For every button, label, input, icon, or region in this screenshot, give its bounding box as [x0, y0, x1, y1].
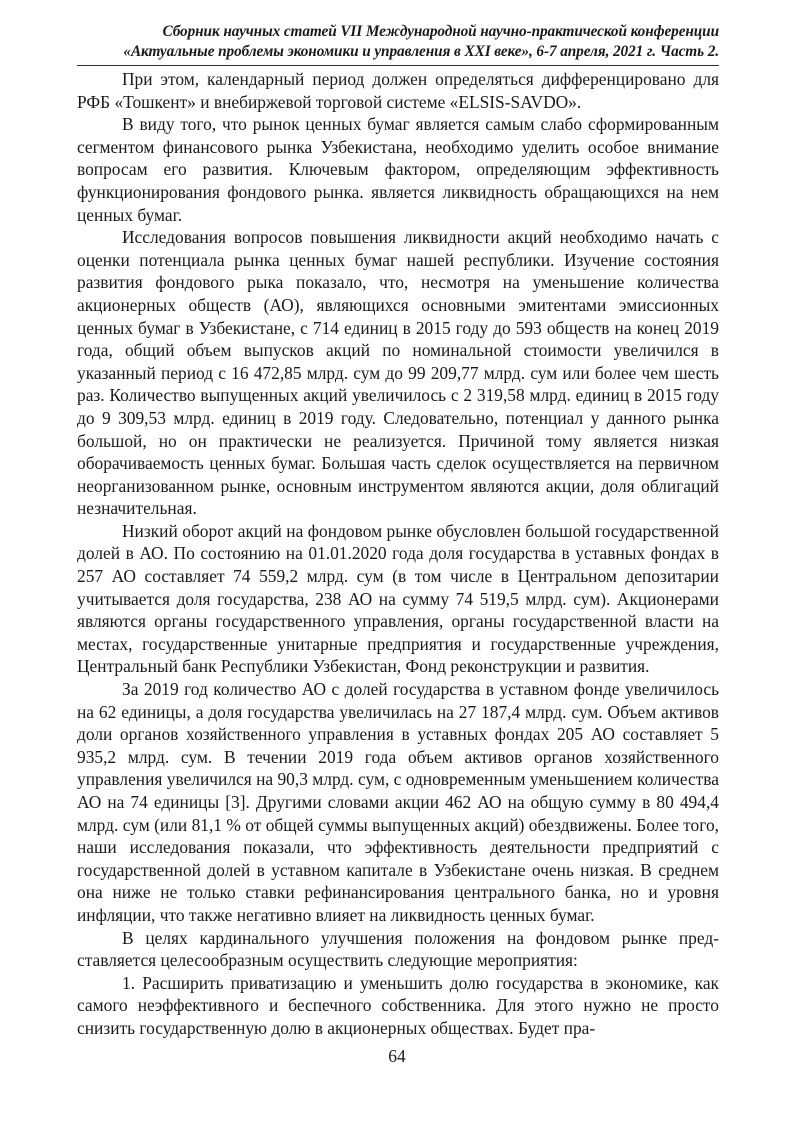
list-item-1: 1. Расширить приватизацию и уменьшить долю государства в экономике, как самого неэффективного и беспечного собственника. Для этого нужно не просто снизить государственную долю в акционерных обществах. Будет пра-: [77, 972, 719, 1038]
header-line-1: Сборник научных статей VII Международной научно-практической конференции: [162, 23, 719, 40]
running-header: [77, 22, 719, 66]
document-page: [77, 22, 719, 1040]
paragraph-1: При этом, календарный период должен определяться дифференцировано для РФБ «Тошкент» и внебиржевой торговой системе «ELSIS-SAVDO».: [77, 69, 719, 112]
paragraph-2: В виду того, что рынок ценных бумаг является самым слабо сформированным сегментом финансового рынка Узбекистана, необходимо уделить особое внимание вопросам его развития. Ключевым фактором, определяющим эффективность функционирования фондового рынка. является ликвидность обращающихся на нем ценных бумаг.: [77, 114, 719, 225]
paragraph-6: В целях кардинального улучшения положения на фондовом рынке представляется целесообразным осуществить следующие мероприятия:: [77, 927, 719, 971]
body-text: [77, 68, 719, 1040]
paragraph-5: За 2019 год количество АО с долей государства в уставном фонде увеличилось на 62 единицы, а доля государства увеличилась на 27 187,4 млрд. сум. Объем активов доли органов хозяйственного управления в уставных фондах 205 АО составляет 5 935,2 млрд. сум. В течении 2019 года объем активов органов хозяйственного управления увеличился на 90,3 млрд. сум, с одновременным уменьшением количества АО на 74 единицы [3]. Другими словами акции 462 АО на общую сумму в 80 494,4 млрд. сум (или 81,1 % от общей суммы выпущенных акций) обездвижены. Более того, наши исследования показали, что эффективность деятельности предприятий с государственной долей в уставном капитале в Узбекистане очень низкая. В среднем она ниже не только ставки рефинансирования центрального банка, но и уровня инфляции, что также негативно влияет на ликвидность ценных бумаг.: [77, 679, 719, 925]
paragraph-4: Низкий оборот акций на фондовом рынке обусловлен большой государственной долей в АО. По состоянию на 01.01.2020 года доля государства в уставных фондах в 257 АО составляет 74 559,2 млрд. сум (в том числе в Центральном депозитарии учитывается доля государства, 238 АО на сумму 74 519,5 млрд. сум). Акционерами являются органы государственного управления, органы государственной власти на местах, государственные унитарные предприятия и государственные учреждения, Центральный банк Республики Узбекистан, Фонд реконструкции и развития.: [77, 520, 719, 677]
header-line-2: «Актуальные проблемы экономики и управления в XXI веке», 6-7 апреля, 2021 г. Часть 2.: [123, 43, 719, 60]
page-number: 64: [388, 1046, 406, 1066]
paragraph-3: Исследования вопросов повышения ликвидности акций необходимо начать с оценки потенциала рынка ценных бумаг нашей республики. Изучение состояния развития фондового рыка показало, что, несмотря на уменьшение количества акционерных обществ (АО), являющихся основными эмитентами эмиссионных ценных бумаг в Узбекистане, с 714 единиц в 2015 году до 593 обществ на конец 2019 года, общий объем выпусков акций по номинальной стоимости увеличился в указанный период с 16 472,85 млрд. сум до 99 209,77 млрд. сум или более чем шесть раз. Количество выпущенных акций увеличилось с 2 319,58 млрд. единиц в 2015 году до 9 309,53 млрд. единиц в 2019 году. Следовательно, потенциал у данного рынка большой, но он практически не реализуется. Причиной тому является низкая оборачиваемость ценных бумаг. Большая часть сделок осуществляется на первичном неорганизованном рынке, основным инструментом являются акции, доля облигаций незначительная.: [77, 227, 719, 519]
